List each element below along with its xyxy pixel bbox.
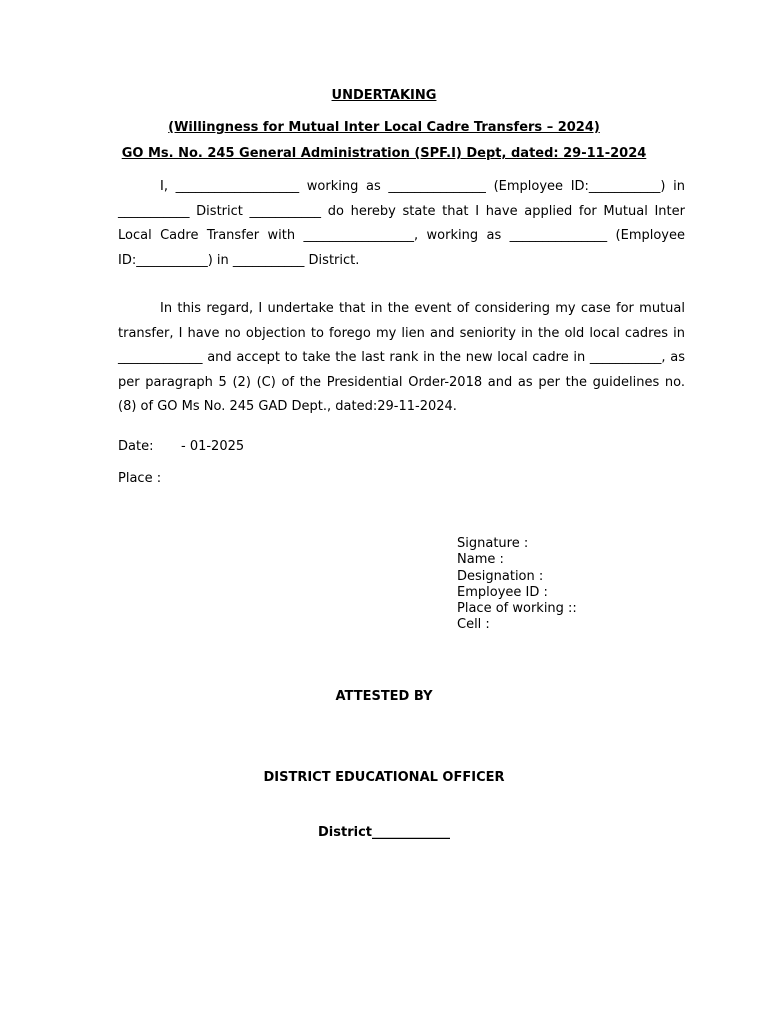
date-label: Date:	[118, 439, 154, 454]
cell-field: Cell :	[457, 617, 490, 633]
document-title: UNDERTAKING	[331, 88, 437, 103]
place-of-working-field: Place of working ::	[457, 601, 577, 617]
designation-field: Designation :	[457, 568, 544, 584]
name-field: Name :	[457, 552, 504, 568]
signature-field: Signature :	[457, 536, 529, 551]
undertaking-paragraph-2: In this regard, I undertake that in the event of considering my case for mutual transfer, I have no objection to forego my lien and seniority in the old local cadres in _____________ and accept to take the last rank in the new local cadre in ___________, as per paragraph 5 (2) (C) of the Presidential Order-2018 and as per the guidelines no. (8) of GO Ms No. 245 GAD Dept., dated:29-11-2024.	[118, 301, 685, 414]
attested-by-heading: ATTESTED BY	[335, 689, 433, 704]
employee-id-field: Employee ID :	[457, 584, 548, 600]
date-value: - 01-2025	[181, 439, 245, 454]
go-reference: GO Ms. No. 245 General Administration (SPF.I) Dept, dated: 29-11-2024	[121, 146, 647, 161]
place-label: Place :	[118, 471, 162, 486]
undertaking-paragraph-1: I, ___________________ working as _______________ (Employee ID:___________) in ___________ District ___________ do hereby state that I have applied for Mutual Inter Local Cadre Transfer with _________________, working as _______________ (Employee ID:___________) in ___________ District.	[118, 179, 685, 268]
district-line: District____________	[318, 825, 450, 840]
officer-title: DISTRICT EDUCATIONAL OFFICER	[263, 770, 505, 785]
document-subtitle: (Willingness for Mutual Inter Local Cadre Transfers – 2024)	[168, 120, 600, 135]
signature-block	[457, 536, 577, 634]
